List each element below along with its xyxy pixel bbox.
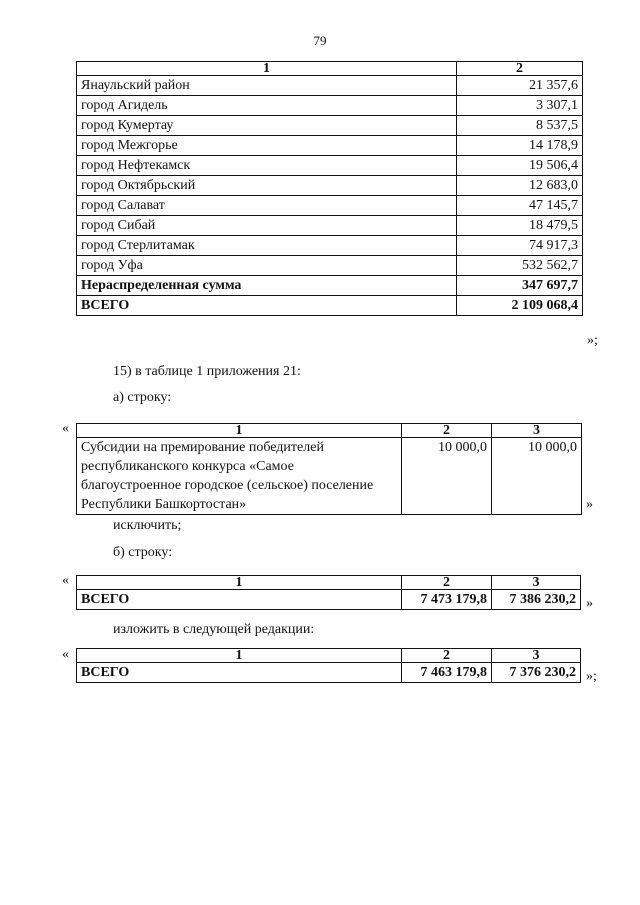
table-row [77,663,581,683]
column-header-2: 2 [402,576,492,590]
table-row [77,176,583,196]
table-header-row [77,62,583,76]
total-row-table-old [76,575,581,610]
municipality-value-cell: 347 697,7 [457,276,583,296]
municipality-value-cell: 3 307,1 [457,96,583,116]
table-row [77,256,583,276]
opening-quote-2: « [62,421,69,436]
closing-quote-1: »; [587,333,598,348]
column-header-3: 3 [492,649,581,663]
closing-quote-4: »; [586,669,597,684]
column-header-2: 2 [402,649,492,663]
municipality-name-cell: город Агидель [77,96,457,116]
closing-quote-3: » [586,596,593,611]
municipal-totals-table [76,61,583,316]
column-header-2: 2 [457,62,583,76]
total-value-3: 7 386 230,2 [492,590,581,610]
table-header-row [77,576,581,590]
column-header-1: 1 [77,62,457,76]
total-label-cell: ВСЕГО [77,590,402,610]
table-row [77,590,581,610]
paragraph-exclude: исключить; [113,518,182,533]
table-row [77,216,583,236]
column-header-3: 3 [492,576,581,590]
municipality-value-cell: 532 562,7 [457,256,583,276]
table-row [77,96,583,116]
subsidy-row-table [76,423,582,515]
municipality-value-cell: 12 683,0 [457,176,583,196]
municipality-name-cell: город Межгорье [77,136,457,156]
subsidy-name-cell: Субсидии на премирование победителей республиканского конкурса «Самое благоустроенное городское (сельское) поселение Республики Башкортостан» [77,438,402,515]
table-row [77,196,583,216]
municipality-name-cell: город Салават [77,196,457,216]
total-label-cell: ВСЕГО [77,663,402,683]
municipality-value-cell: 74 917,3 [457,236,583,256]
municipality-name-cell: город Стерлитамак [77,236,457,256]
paragraph-a: а) строку: [113,390,172,405]
column-header-1: 1 [77,576,402,590]
municipality-name-cell: ВСЕГО [77,296,457,316]
municipality-name-cell: Янаульский район [77,76,457,96]
table-row [77,116,583,136]
table-row [77,438,582,515]
municipality-value-cell: 14 178,9 [457,136,583,156]
municipality-value-cell: 21 357,6 [457,76,583,96]
municipality-value-cell: 2 109 068,4 [457,296,583,316]
paragraph-state: изложить в следующей редакции: [113,622,315,637]
table-row [77,156,583,176]
column-header-2: 2 [402,424,492,438]
total-value-3: 7 376 230,2 [492,663,581,683]
column-header-1: 1 [77,424,402,438]
municipality-value-cell: 8 537,5 [457,116,583,136]
municipality-name-cell: Нераспределенная сумма [77,276,457,296]
municipality-name-cell: город Нефтекамск [77,156,457,176]
table-row [77,236,583,256]
subsidy-value-2: 10 000,0 [402,438,492,515]
municipal-totals-body [77,62,583,316]
opening-quote-4: « [62,647,69,662]
table-row [77,76,583,96]
opening-quote-3: « [62,573,69,588]
municipality-name-cell: город Уфа [77,256,457,276]
municipality-value-cell: 18 479,5 [457,216,583,236]
municipality-value-cell: 47 145,7 [457,196,583,216]
paragraph-15: 15) в таблице 1 приложения 21: [113,364,301,379]
column-header-1: 1 [77,649,402,663]
paragraph-b: б) строку: [113,545,173,560]
table-row [77,296,583,316]
total-value-2: 7 463 179,8 [402,663,492,683]
municipality-name-cell: город Октябрьский [77,176,457,196]
closing-quote-2: » [586,497,593,512]
municipality-value-cell: 19 506,4 [457,156,583,176]
column-header-3: 3 [492,424,582,438]
table-row [77,276,583,296]
subsidy-value-3: 10 000,0 [492,438,582,515]
total-value-2: 7 473 179,8 [402,590,492,610]
table-header-row [77,424,582,438]
table-header-row [77,649,581,663]
municipality-name-cell: город Кумертау [77,116,457,136]
table-row [77,136,583,156]
municipality-name-cell: город Сибай [77,216,457,236]
page-number: 79 [313,33,327,48]
total-row-table-new [76,648,581,683]
